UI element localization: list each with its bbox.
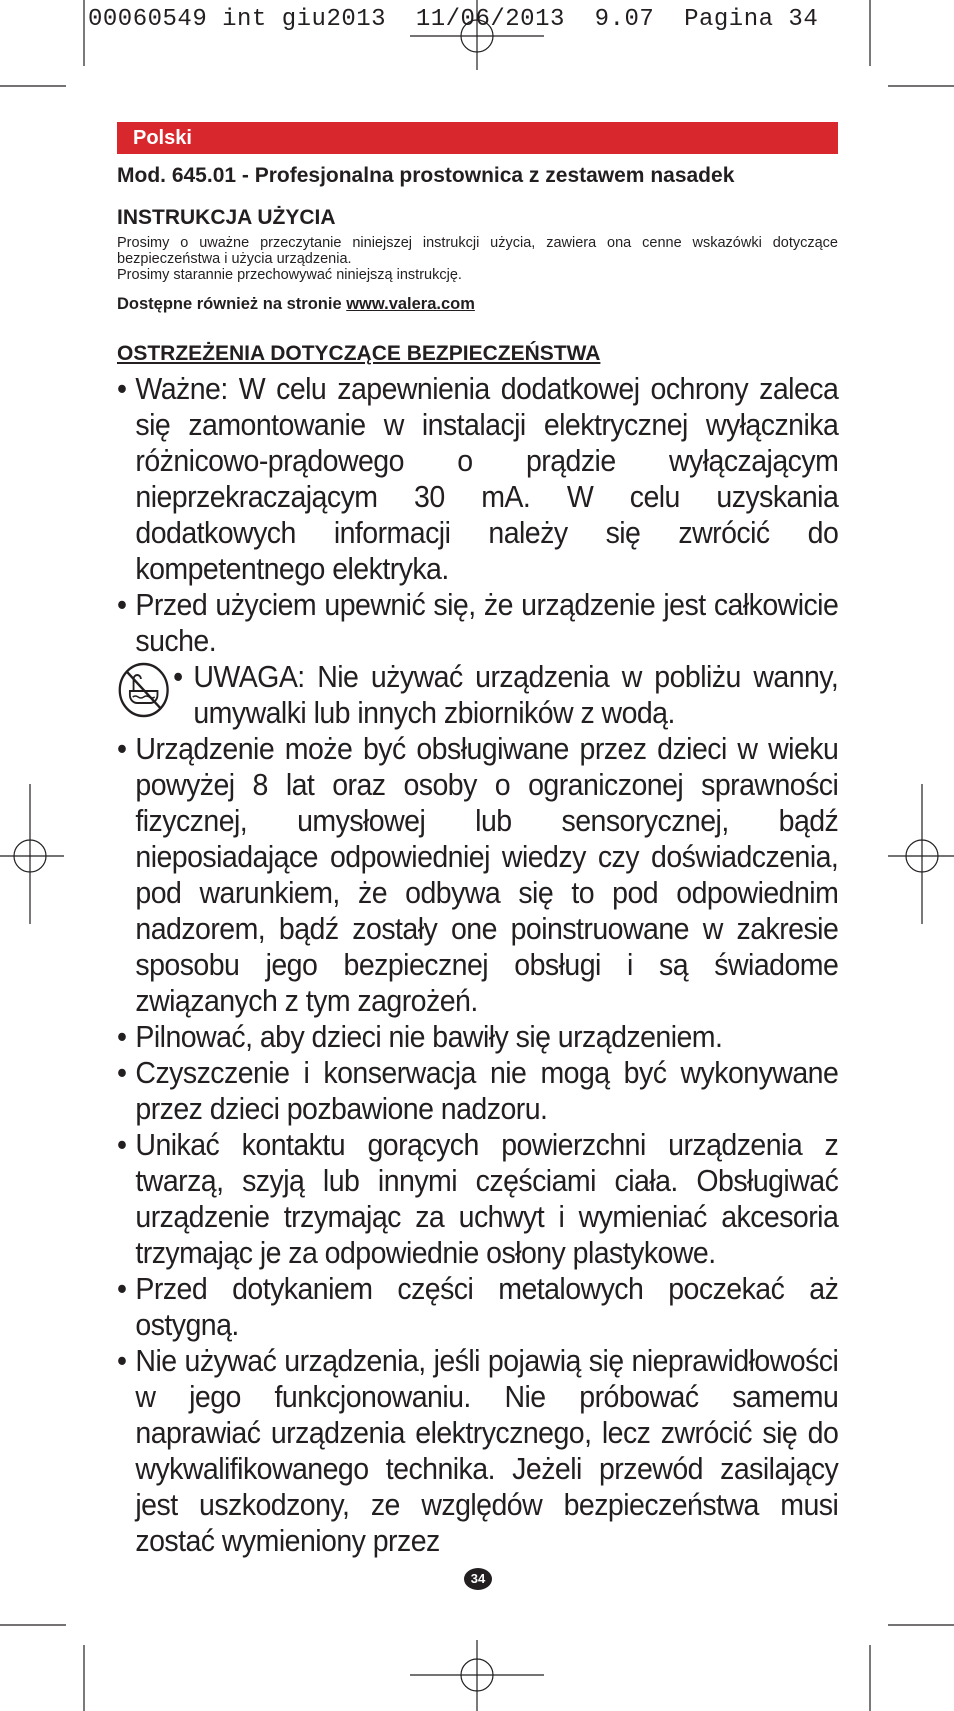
list-item: • Ważne: W celu zapewnienia dodatkowej ochrony zaleca się zamontowanie w instalacji elektrycznej wyłącznika różnicowo-prądowego o prądzie wyłączającym nieprzekraczającym 30 mA. W celu uzyskania dodatkowych informacji należy się zwrócić do kompetentnego elektryka.: [117, 371, 838, 587]
list-item-with-icon: [117, 659, 838, 731]
online-prefix: Dostępne również na stronie: [117, 295, 347, 313]
list-item: • Przed dotykaniem części metalowych poczekać aż ostygną.: [117, 1271, 838, 1343]
list-item: • Urządzenie może być obsługiwane przez dzieci w wieku powyżej 8 lat oraz osoby o ograniczonej sprawności fizycznej, umysłowej lub sensorycznej, bądź nieposiadające odpowiedniej wiedzy czy doświadczenia, pod warunkiem, że odbywa się to pod odpowiednim nadzorem, bądź zostały one poinstruowane w zakresie sposobu jego bezpiecznej obsługi i są świadome związanych z tym zagrożeń.: [117, 731, 838, 1019]
list-item: • Czyszczenie i konserwacja nie mogą być wykonywane przez dzieci pozbawione nadzoru.: [117, 1055, 838, 1127]
intro-paragraph: Prosimy starannie przechowywać niniejszą instrukcję.: [117, 267, 462, 283]
list-item: • Unikać kontaktu gorących powierzchni urządzenia z twarzą, szyją lub innymi częściami ciała. Obsługiwać urządzenie trzymając za uchwyt i wymieniać akcesoria trzymając je za odpowiednie osłony plastykowe.: [117, 1127, 838, 1271]
list-item: • Pilnować, aby dzieci nie bawiły się urządzeniem.: [117, 1019, 838, 1055]
safety-heading: OSTRZEŻENIA DOTYCZĄCE BEZPIECZEŃSTWA: [117, 342, 601, 365]
model-title: Mod. 645.01 - Profesjonalna prostownica z zestawem nasadek: [117, 164, 735, 187]
no-bathtub-warning-icon: [117, 661, 170, 719]
language-bar: Polski: [117, 122, 838, 154]
page-number-badge: 34: [464, 1568, 492, 1590]
list-item: • Przed użyciem upewnić się, że urządzenie jest całkowicie suche.: [117, 587, 838, 659]
intro-text: [117, 235, 838, 283]
safety-warnings-list: [117, 371, 838, 1559]
list-item-text: UWAGA: Nie używać urządzenia w pobliżu wanny, umywalki lub innych zbiorników z wodą.: [193, 659, 839, 730]
intro-paragraph: Prosimy o uważne przeczytanie niniejszej instrukcji użycia, zawiera ona cenne wskazówki dotyczące bezpieczeństwa i użycia urządzenia.: [117, 235, 838, 267]
online-availability: [117, 295, 475, 314]
print-slug: 00060549 int giu2013 11/06/2013 9.07 Pagina 34: [88, 6, 819, 33]
instructions-heading: INSTRUKCJA UŻYCIA: [117, 206, 336, 229]
website-link[interactable]: www.valera.com: [346, 295, 475, 313]
list-item: • Nie używać urządzenia, jeśli pojawią się nieprawidłowości w jego funkcjonowaniu. Nie próbować samemu naprawiać urządzenia elektrycznego, lecz zwrócić się do wykwalifikowanego technika. Jeżeli przewód zasilający jest uszkodzony, ze względów bezpieczeństwa musi zostać wymieniony przez: [117, 1343, 838, 1559]
